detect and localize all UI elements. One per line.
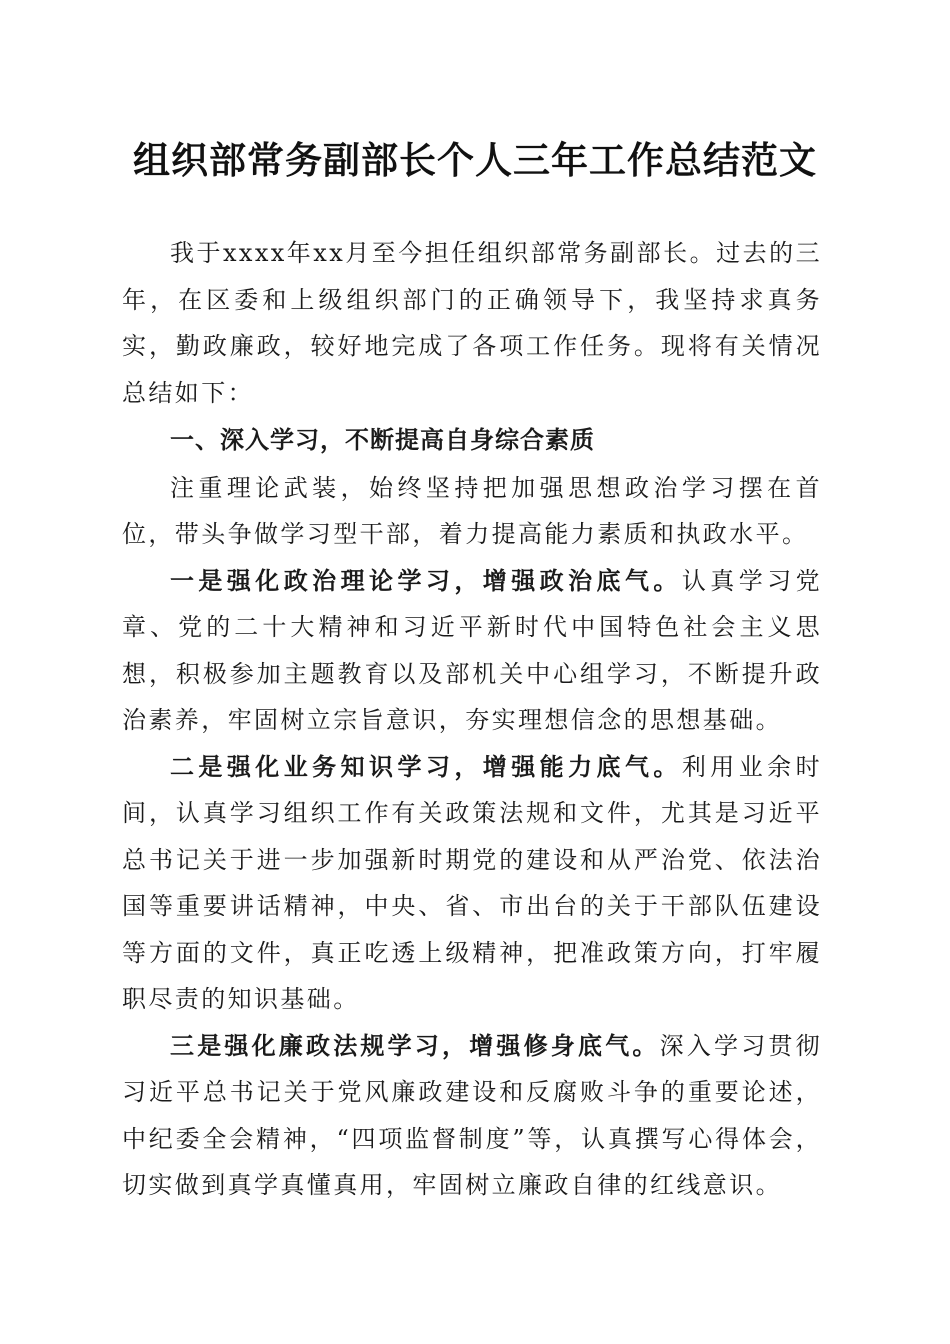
point-lead: 三是强化廉政法规学习，增强修身底气。 [170, 1030, 660, 1060]
intro-paragraph: 我于xxxx年xx月至今担任组织部常务副部长。过去的三年，在区委和上级组织部门的正确领导下，我坚持求真务实，勤政廉政，较好地完成了各项工作任务。现将有关情况总结如下： [122, 239, 822, 407]
point-paragraph-2 [122, 744, 822, 1023]
point-text: 深入学习贯彻习近平总书记关于党风廉政建设和反腐败斗争的重要论述，中纪委全会精神，“四项监督制度”等，认真撰写心得体会，切实做到真学真懂真用，牢固树立廉政自律的红线意识。 [122, 1031, 822, 1199]
section-summary-paragraph: 注重理论武装，始终坚持把加强思想政治学习摆在首位，带头争做学习型干部，着力提高能力素质和执政水平。 [122, 473, 822, 548]
document-title: 组织部常务副部长个人三年工作总结范文 [133, 138, 817, 182]
section-heading: 一、深入学习，不断提高自身综合素质 [170, 426, 595, 454]
point-text: 认真学习党章、党的二十大精神和习近平新时代中国特色社会主义思想，积极参加主题教育以及部机关中心组学习，不断提升政治素养，牢固树立宗旨意识，夯实理想信念的思想基础。 [122, 566, 823, 734]
point-lead: 二是强化业务知识学习，增强能力底气。 [170, 751, 682, 781]
document-body [122, 230, 822, 1209]
point-lead: 一是强化政治理论学习，增强政治底气。 [170, 565, 682, 595]
point-paragraph-3 [122, 1023, 822, 1209]
point-paragraph-1 [122, 558, 822, 744]
point-text: 利用业余时间，认真学习组织工作有关政策法规和文件，尤其是习近平总书记关于进一步加强新时期党的建设和从严治党、依法治国等重要讲话精神，中央、省、市出台的关于干部队伍建设等方面的文件，真正吃透上级精神，把准政策方向，打牢履职尽责的知识基础。 [122, 752, 823, 1013]
